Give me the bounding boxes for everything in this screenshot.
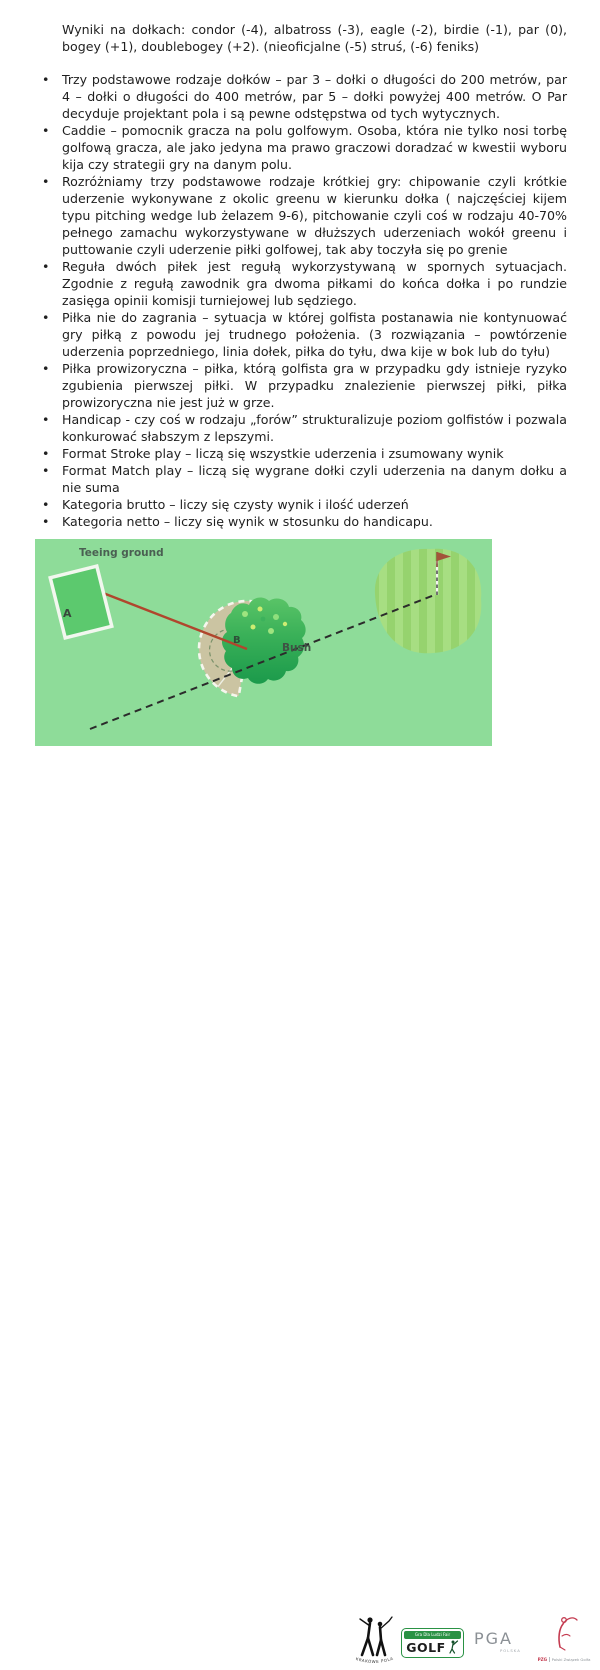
bullet-marker: •	[42, 412, 50, 427]
bullet-marker: •	[42, 259, 50, 274]
bullet-text: Piłka prowizoryczna – piłka, którą golfista gra w przypadku gdy istnieje ryzyko zgubienia pierwszej piłki. W przypadku znalezienie pierwszej piłki, piłka prowizoryczna nie jest już w grze.	[62, 361, 567, 410]
pzg-divider	[549, 1657, 550, 1662]
golf-program-title: GOLF	[406, 1639, 446, 1655]
bullet-item-match-play	[42, 462, 567, 496]
golf-club-arc-text: KRAKOWE POLA	[355, 1655, 395, 1665]
red-golfer-swing-icon	[547, 1614, 581, 1652]
golf-club-logo	[349, 1614, 399, 1666]
golfer-swing-icon	[448, 1640, 459, 1654]
pga-title: PGA	[474, 1629, 513, 1648]
bullet-item-stroke-play	[42, 445, 567, 462]
bullet-marker: •	[42, 463, 50, 478]
bullet-item-gross-category	[42, 496, 567, 513]
bullet-text: Trzy podstawowe rodzaje dołków – par 3 – dołki o długości do 200 metrów, par 4 – dołki o długości do 400 metrów, par 5 – dołki powyżej 400 metrów. O Par decyduje projektant pola i są pewne odstępstwa od tych wytycznych.	[62, 72, 567, 121]
bullet-marker: •	[42, 514, 50, 529]
bullet-item-hole-types	[42, 71, 567, 122]
golf-course-diagram	[35, 539, 492, 746]
bullet-marker: •	[42, 123, 50, 138]
label-point-a: A	[63, 607, 72, 620]
bullet-marker: •	[42, 72, 50, 87]
intro-paragraph: Wyniki na dołkach: condor (-4), albatross (-3), eagle (-2), birdie (-1), par (0), bogey (+1), doublebogey (+2). (nieoficjalne (-5) struś, (-6) feniks)	[62, 22, 567, 54]
bullet-text: Rozróżniamy trzy podstawowe rodzaje krótkiej gry: chipowanie czyli krótkie uderzenie wykonywane z okolic greenu w kierunku dołka ( najczęściej kijem typu pitching wedge lub żelazem 9-6), pitchowanie czyli coś w rodzaju 40-70% pełnego zamachu wykorzystywane w dłuższych uderzeniach wokół greenu i puttowanie czyli uderzenie piłki golfowej, tak aby toczyła się po grenie	[62, 174, 567, 257]
bullet-text: Kategoria brutto – liczy się czysty wynik i ilość uderzeń	[62, 497, 409, 512]
bullet-marker: •	[42, 446, 50, 461]
bullet-text: Format Stroke play – liczą się wszystkie uderzenia i zsumowany wynik	[62, 446, 504, 461]
bullet-item-provisional-ball	[42, 360, 567, 411]
bullet-marker: •	[42, 310, 50, 325]
bullet-item-short-game	[42, 173, 567, 258]
pga-subtitle: POLSKA	[500, 1648, 521, 1653]
pzg-abbr: PZG	[537, 1657, 548, 1662]
bullet-item-two-balls-rule	[42, 258, 567, 309]
bullet-text: Piłka nie do zagrania – sytuacja w której golfista postanawia nie kontynuować gry piłką z powodu jej trudnego położenia. (3 rozwiązania – powtórzenie uderzenia poprzedniego, linia dołek, piłka do tyłu, dwa kije w bok lub do tyłu)	[62, 310, 567, 359]
bullet-item-caddie	[42, 122, 567, 173]
golf-program-slogan: Gra Dla Ludzi Fair	[404, 1631, 461, 1639]
bullet-item-unplayable-ball	[42, 309, 567, 360]
label-teeing-ground: Teeing ground	[79, 547, 164, 559]
svg-text:KRAKOWE POLA	[355, 1656, 394, 1664]
bullet-text: Format Match play – liczą się wygrane dołki czyli uderzenia na danym dołku a nie suma	[62, 463, 567, 495]
bullet-list	[42, 71, 567, 530]
two-golfers-silhouette-icon	[360, 1617, 392, 1655]
bullet-text: Handicap - czy coś w rodzaju „forów” strukturalizuje poziom golfistów i pozwala konkurować słabszym z lepszymi.	[62, 412, 567, 444]
bullet-marker: •	[42, 174, 50, 189]
putting-green	[375, 549, 481, 654]
bullet-marker: •	[42, 497, 50, 512]
pzg-logo	[537, 1614, 591, 1668]
pzg-name: Polski Związek Golfa	[551, 1657, 591, 1662]
bullet-text: Reguła dwóch piłek jest regułą wykorzystywaną w spornych sytuacjach. Zgodnie z regułą zawodnik gra dwoma piłkami do końca dołka i po rundzie zasięga opinii komisji turniejowej lub sędziego.	[62, 259, 567, 308]
golf-program-logo	[401, 1628, 464, 1658]
bullet-marker: •	[42, 361, 50, 376]
bullet-text: Caddie – pomocnik gracza na polu golfowym. Osoba, która nie tylko nosi torbę golfową gracza, ale jako jedyna ma prawo graczowi doradzać w kwestii wyboru kija czy strategii gry na danym polu.	[62, 123, 567, 172]
footer-logos	[0, 806, 600, 1665]
label-bush: Bush	[282, 642, 312, 654]
label-point-b: B	[233, 635, 241, 646]
bullet-text: Kategoria netto – liczy się wynik w stosunku do handicapu.	[62, 514, 433, 529]
pga-logo	[474, 1630, 529, 1660]
bullet-item-net-category	[42, 513, 567, 530]
bullet-item-handicap	[42, 411, 567, 445]
